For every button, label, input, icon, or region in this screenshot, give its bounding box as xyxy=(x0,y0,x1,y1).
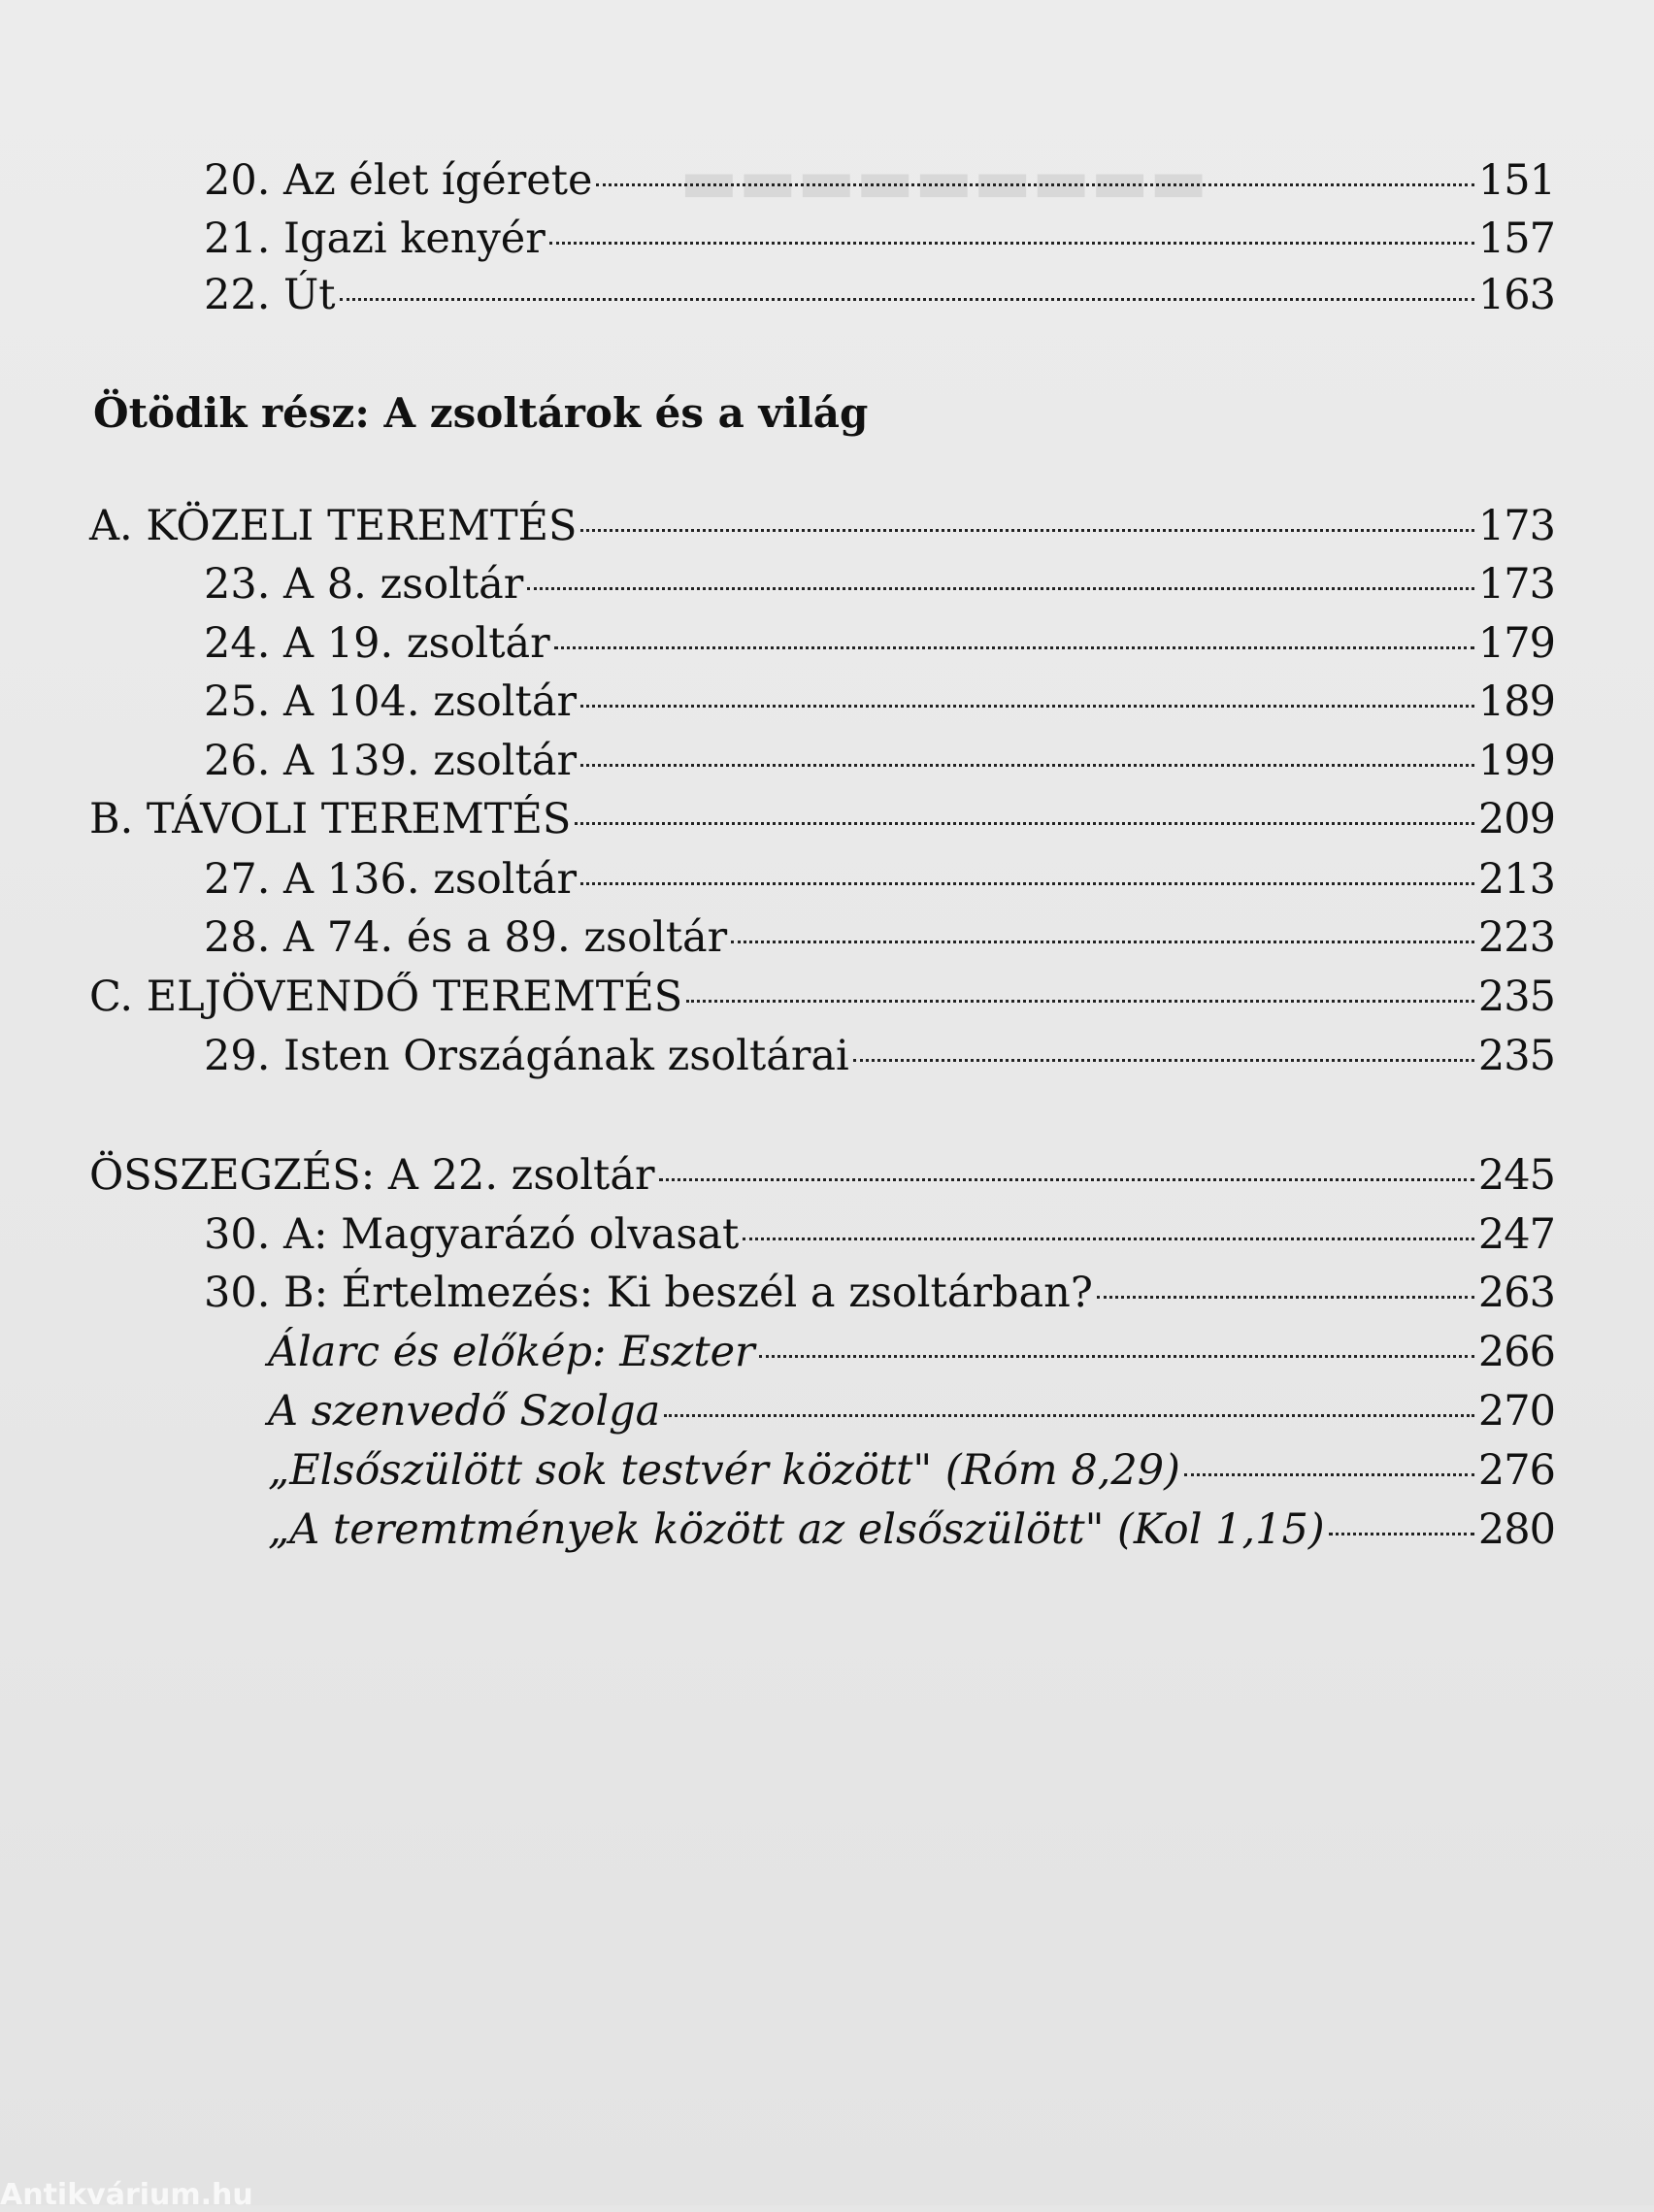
toc-entry xyxy=(204,912,1555,963)
toc-entry xyxy=(204,677,1555,727)
dot-leader xyxy=(575,822,1474,825)
dot-leader xyxy=(527,587,1474,590)
toc-entry-title: Álarc és előkép: Eszter xyxy=(268,1328,755,1376)
toc-entry-title: 21. Igazi kenyér xyxy=(204,215,546,263)
toc-entry-page: 213 xyxy=(1477,855,1555,904)
toc-entry-title: 20. Az élet ígérete xyxy=(204,156,593,205)
toc-entry-page: 209 xyxy=(1477,795,1555,843)
toc-entry xyxy=(204,1209,1555,1260)
toc-entry-page: 276 xyxy=(1477,1446,1555,1495)
toc-entry xyxy=(204,1268,1555,1318)
dot-leader xyxy=(686,1000,1474,1003)
dot-leader xyxy=(731,941,1474,943)
toc-entry xyxy=(204,854,1555,905)
toc-entry xyxy=(204,736,1555,786)
dot-leader xyxy=(549,242,1474,245)
dot-leader xyxy=(853,1059,1474,1062)
toc-entry-title: 22. Út xyxy=(204,271,336,319)
toc-section xyxy=(89,1150,1555,1201)
toc-entry-title: A. KÖZELI TEREMTÉS xyxy=(89,502,578,550)
toc-entry-page: 235 xyxy=(1477,1032,1555,1080)
toc-entry-title: B. TÁVOLI TEREMTÉS xyxy=(89,795,572,843)
toc-section xyxy=(89,501,1555,551)
toc-entry-title: „A teremtmények között az elsőszülött" (Kol 1,15) xyxy=(268,1505,1325,1554)
toc-entry-page: 157 xyxy=(1477,215,1555,263)
dot-leader xyxy=(580,882,1474,885)
toc-subentry xyxy=(268,1327,1555,1377)
dot-leader xyxy=(580,705,1474,708)
toc-entry-title: C. ELJÖVENDŐ TEREMTÉS xyxy=(89,973,683,1021)
toc-entry-title: A szenvedő Szolga xyxy=(268,1387,661,1436)
toc-entry-page: 280 xyxy=(1477,1505,1555,1554)
part-heading: Ötödik rész: A zsoltárok és a világ xyxy=(93,389,869,437)
dot-leader xyxy=(1329,1533,1474,1535)
toc-entry-title: 25. A 104. zsoltár xyxy=(204,677,578,726)
toc-entry-page: 163 xyxy=(1477,271,1555,319)
dot-leader xyxy=(664,1414,1474,1417)
toc-entry-title: 28. A 74. és a 89. zsoltár xyxy=(204,913,728,962)
dot-leader xyxy=(580,764,1474,767)
toc-entry xyxy=(204,270,1555,320)
toc-entry-page: 173 xyxy=(1477,502,1555,550)
dot-leader xyxy=(743,1238,1474,1240)
toc-entry xyxy=(204,214,1555,264)
dot-leader xyxy=(340,298,1474,301)
toc-entry-page: 151 xyxy=(1477,156,1555,205)
toc-entry-title: 24. A 19. zsoltár xyxy=(204,619,550,668)
toc-entry-page: 266 xyxy=(1477,1328,1555,1376)
toc-section xyxy=(89,972,1555,1022)
watermark: Antikvárium.hu xyxy=(0,2178,253,2212)
toc-entry xyxy=(204,155,1555,206)
toc-entry-title: ÖSSZEGZÉS: A 22. zsoltár xyxy=(89,1151,655,1200)
toc-entry-page: 179 xyxy=(1477,619,1555,668)
toc-entry-page: 189 xyxy=(1477,677,1555,726)
dot-leader xyxy=(580,529,1473,532)
dot-leader xyxy=(554,646,1474,649)
toc-entry-title: 30. B: Értelmezés: Ki beszél a zsoltárban? xyxy=(204,1269,1093,1317)
toc-entry-page: 245 xyxy=(1477,1151,1555,1200)
toc-entry-title: 23. A 8. zsoltár xyxy=(204,560,524,609)
dot-leader xyxy=(659,1178,1474,1181)
toc-entry-page: 235 xyxy=(1477,973,1555,1021)
dot-leader xyxy=(596,183,1473,186)
toc-entry-page: 270 xyxy=(1477,1387,1555,1436)
toc-entry-title: „Elsőszülött sok testvér között" (Róm 8,29) xyxy=(268,1446,1180,1495)
toc-entry xyxy=(204,1031,1555,1081)
toc-entry-title: 27. A 136. zsoltár xyxy=(204,855,578,904)
dot-leader xyxy=(759,1355,1474,1358)
toc-entry-title: 26. A 139. zsoltár xyxy=(204,737,578,785)
toc-section xyxy=(89,794,1555,844)
toc-subentry xyxy=(268,1445,1555,1496)
toc-entry xyxy=(204,559,1555,610)
toc-entry-page: 199 xyxy=(1477,737,1555,785)
toc-entry-page: 247 xyxy=(1477,1210,1555,1259)
toc-subentry xyxy=(268,1504,1555,1555)
toc-entry xyxy=(204,618,1555,669)
dot-leader xyxy=(1184,1473,1474,1476)
show-through-decoration: ▬▬▬▬▬▬▬▬▬ xyxy=(679,146,1208,217)
dot-leader xyxy=(1097,1296,1474,1299)
toc-entry-page: 263 xyxy=(1477,1269,1555,1317)
toc-subentry xyxy=(268,1386,1555,1436)
toc-entry-title: 29. Isten Országának zsoltárai xyxy=(204,1032,849,1080)
toc-entry-page: 223 xyxy=(1477,913,1555,962)
toc-entry-title: 30. A: Magyarázó olvasat xyxy=(204,1210,740,1259)
toc-entry-page: 173 xyxy=(1477,560,1555,609)
